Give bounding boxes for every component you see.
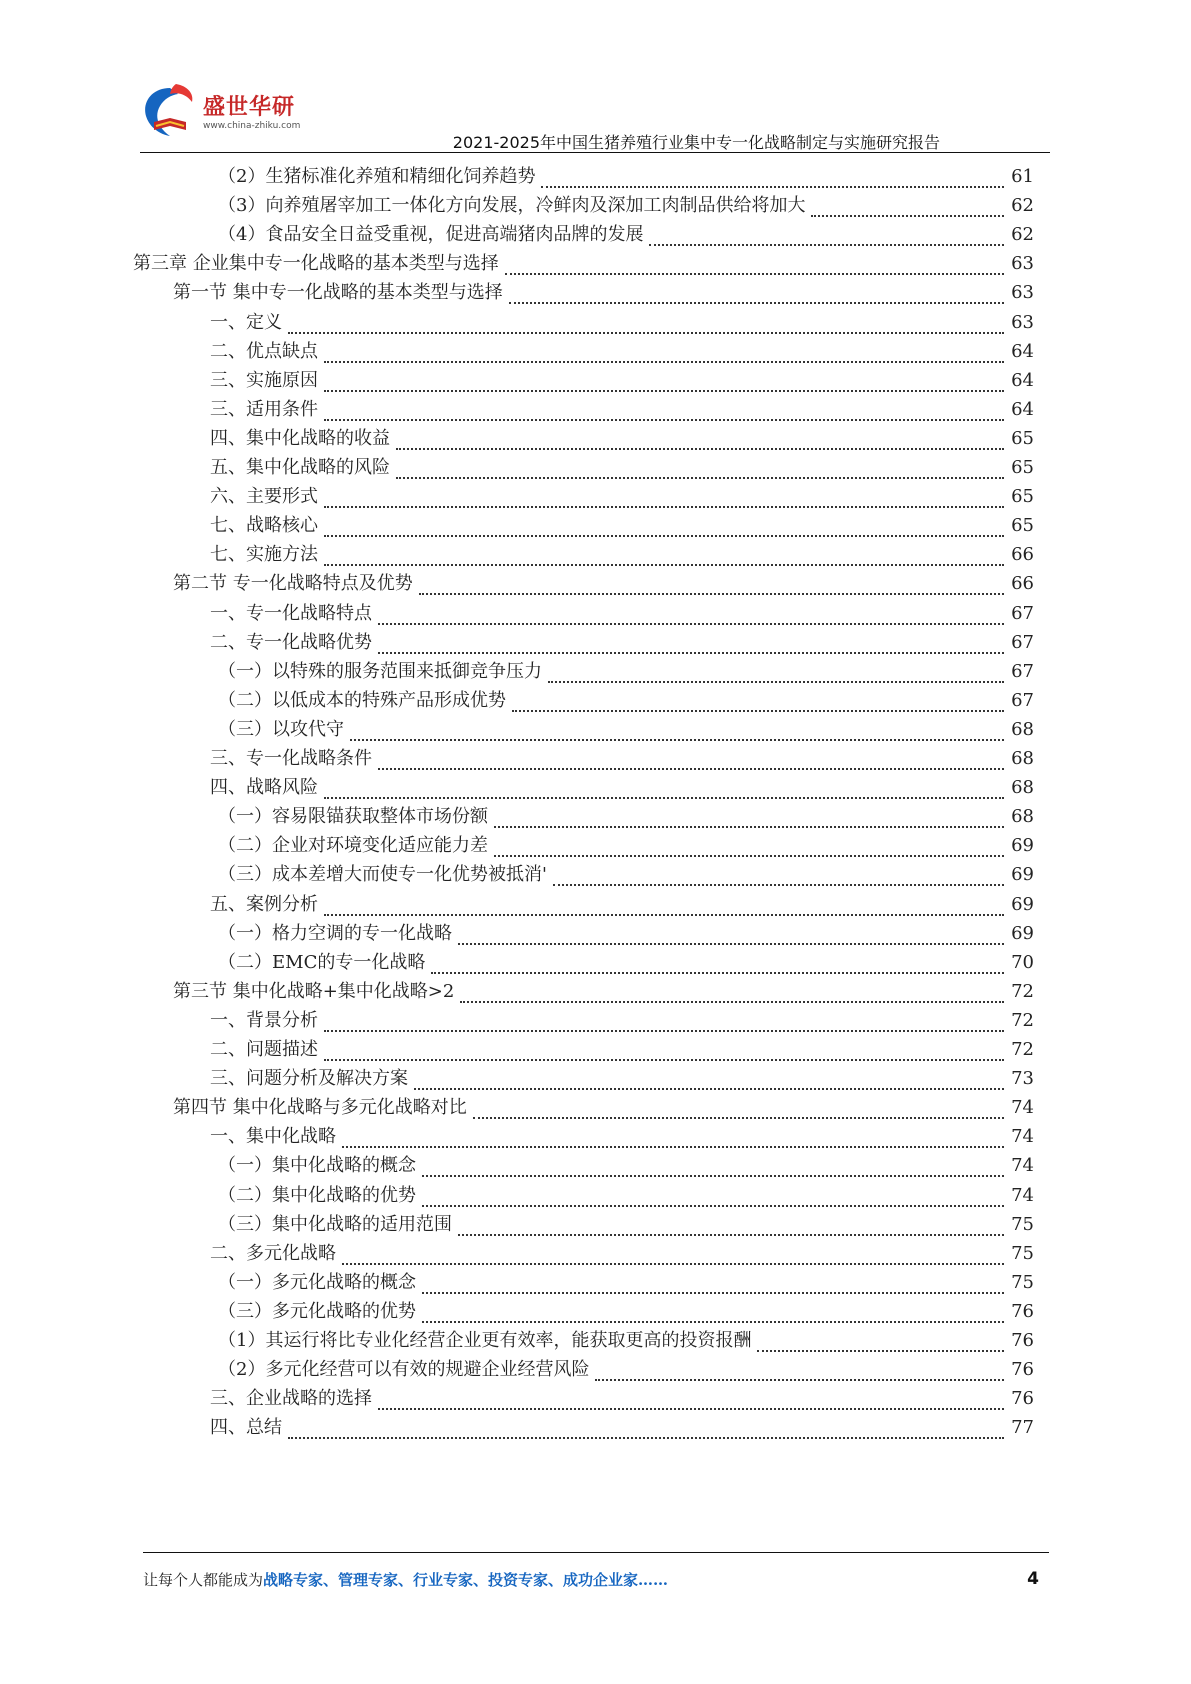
toc-dot-leader	[458, 1212, 1004, 1236]
toc-entry[interactable]	[210, 773, 1034, 803]
toc-entry-title: （一）以特殊的服务范围来抵御竞争压力	[218, 660, 542, 682]
toc-entry-page: 76	[1011, 1300, 1034, 1322]
toc-entry-page: 76	[1011, 1330, 1034, 1351]
toc-entry-page: 62	[1011, 195, 1034, 217]
toc-dot-leader	[396, 426, 1004, 450]
toc-dot-leader	[541, 164, 1004, 188]
toc-dot-leader	[811, 193, 1004, 217]
toc-entry-page: 67	[1011, 689, 1034, 711]
toc-entry-title: 五、集中化战略的风险	[210, 457, 390, 478]
toc-entry-page: 74	[1011, 1155, 1034, 1177]
logo-url: www.china-zhiku.com	[203, 121, 301, 131]
footer-divider	[143, 1552, 1049, 1553]
toc-entry[interactable]	[210, 511, 1034, 541]
toc-entry-page: 75	[1011, 1271, 1034, 1293]
toc-entry-title: （3）向养殖屠宰加工一体化方向发展，冷鲜肉及深加工肉制品供给将加大	[218, 195, 806, 217]
toc-dot-leader	[324, 513, 1004, 537]
toc-entry-title: （一）格力空调的专一化战略	[218, 922, 452, 944]
toc-entry[interactable]	[218, 1268, 1034, 1298]
toc-entry[interactable]	[210, 395, 1034, 425]
toc-entry-title: 五、案例分析	[210, 893, 318, 915]
toc-entry-title: 三、企业战略的选择	[210, 1388, 372, 1410]
toc-entry[interactable]	[218, 1151, 1034, 1181]
toc-dot-leader	[378, 630, 1004, 654]
toc-entry[interactable]	[218, 686, 1034, 716]
toc-entry[interactable]	[210, 366, 1034, 396]
toc-dot-leader	[548, 659, 1004, 683]
toc-dot-leader	[473, 1095, 1004, 1119]
toc-entry-page: 72	[1011, 1009, 1034, 1031]
toc-entry-title: 第四节 集中化战略与多元化战略对比	[173, 1097, 467, 1119]
toc-entry[interactable]	[210, 890, 1034, 920]
toc-entry[interactable]	[218, 919, 1034, 949]
toc-entry-page: 75	[1011, 1242, 1034, 1264]
footer-slogan-roles: 战略专家、管理专家、行业专家、投资专家、成功企业家……	[263, 1571, 669, 1589]
toc-entry-page: 73	[1011, 1068, 1034, 1090]
toc-dot-leader	[431, 950, 1004, 974]
toc-dot-leader	[378, 1386, 1004, 1410]
logo-name: 盛世华研	[203, 95, 296, 120]
toc-entry[interactable]	[173, 1093, 1034, 1123]
toc-dot-leader	[595, 1357, 1004, 1381]
toc-entry-title: 一、定义	[210, 311, 282, 333]
toc-entry-title: （一）多元化战略的概念	[218, 1271, 416, 1293]
toc-dot-leader	[324, 484, 1004, 508]
toc-dot-leader	[414, 1066, 1004, 1090]
toc-dot-leader	[458, 921, 1004, 945]
toc-dot-leader	[553, 862, 1004, 886]
toc-dot-leader	[324, 339, 1004, 363]
toc-entry[interactable]	[210, 599, 1034, 629]
toc-dot-leader	[288, 1415, 1004, 1439]
toc-entry-title: 四、战略风险	[210, 777, 318, 799]
toc-entry-title: 第一节 集中专一化战略的基本类型与选择	[173, 282, 503, 304]
footer-slogan-lead: 让每个人都能成为	[143, 1571, 264, 1589]
toc-entry-title: 三、适用条件	[210, 398, 318, 420]
logo-icon	[140, 82, 200, 140]
toc-entry[interactable]	[210, 1384, 1034, 1414]
toc-entry[interactable]	[210, 1122, 1034, 1152]
page-header	[140, 80, 1050, 150]
toc-dot-leader	[757, 1328, 1004, 1352]
toc-entry-page: 65	[1011, 457, 1034, 478]
toc-entry-page: 69	[1011, 835, 1034, 857]
toc-dot-leader	[342, 1124, 1004, 1148]
toc-entry-page: 69	[1011, 864, 1034, 886]
toc-entry-title: （二）以低成本的特殊产品形成优势	[218, 689, 506, 711]
toc-entry[interactable]	[210, 628, 1034, 658]
page-footer	[143, 1569, 1049, 1599]
toc-entry-page: 61	[1011, 166, 1034, 187]
toc-entry-title: （三）成本差增大而使专一化优势被抵消'	[218, 864, 547, 886]
toc-entry-title: （三）以攻代守	[218, 718, 344, 740]
toc-entry[interactable]	[210, 453, 1034, 483]
toc-entry[interactable]	[210, 1239, 1034, 1269]
toc-entry-title: 三、实施原因	[210, 369, 318, 391]
toc-dot-leader	[422, 1270, 1004, 1294]
toc-entry[interactable]	[173, 977, 1034, 1007]
toc-entry-title: 四、总结	[210, 1417, 282, 1439]
toc-entry[interactable]	[210, 744, 1034, 774]
toc-entry[interactable]	[218, 1326, 1034, 1356]
company-logo	[140, 80, 310, 142]
toc-entry-page: 65	[1011, 515, 1034, 537]
toc-entry-title: 第三节 集中化战略+集中化战略>2	[173, 980, 455, 1002]
toc-entry-page: 68	[1011, 777, 1034, 799]
toc-entry-page: 74	[1011, 1184, 1034, 1206]
toc-entry[interactable]	[218, 715, 1034, 745]
toc-entry-page: 76	[1011, 1359, 1034, 1381]
toc-entry-title: （三）集中化战略的适用范围	[218, 1213, 452, 1235]
toc-dot-leader	[396, 455, 1004, 479]
toc-entry[interactable]	[218, 657, 1034, 687]
toc-entry[interactable]	[218, 802, 1034, 832]
toc-entry-page: 68	[1011, 748, 1034, 769]
toc-dot-leader	[494, 833, 1004, 857]
toc-entry-title: 四、集中化战略的收益	[210, 427, 390, 449]
toc-entry[interactable]	[210, 1035, 1034, 1065]
toc-entry[interactable]	[218, 1297, 1034, 1327]
toc-dot-leader	[505, 251, 1004, 275]
toc-entry-title: 三、专一化战略条件	[210, 748, 372, 769]
toc-dot-leader	[342, 1241, 1004, 1265]
toc-entry[interactable]	[218, 831, 1034, 861]
page-number: 4	[1027, 1569, 1039, 1589]
toc-entry-page: 64	[1011, 369, 1034, 391]
toc-entry-page: 67	[1011, 602, 1034, 624]
toc-entry-page: 75	[1011, 1213, 1034, 1235]
toc-dot-leader	[422, 1153, 1004, 1177]
toc-entry-title: 二、多元化战略	[210, 1242, 336, 1264]
toc-entry-title: （三）多元化战略的优势	[218, 1300, 416, 1322]
toc-entry[interactable]	[210, 482, 1034, 512]
toc-dot-leader	[324, 892, 1004, 916]
toc-entry-title: （二）集中化战略的优势	[218, 1184, 416, 1206]
toc-dot-leader	[649, 222, 1004, 246]
toc-entry-page: 65	[1011, 486, 1034, 508]
toc-entry-page: 68	[1011, 718, 1034, 740]
toc-dot-leader	[494, 804, 1004, 828]
toc-dot-leader	[324, 775, 1004, 799]
toc-dot-leader	[419, 571, 1004, 595]
toc-entry-page: 68	[1011, 806, 1034, 828]
toc-entry-title: 二、问题描述	[210, 1039, 318, 1060]
toc-entry-page: 65	[1011, 427, 1034, 449]
toc-entry-page: 76	[1011, 1388, 1034, 1410]
toc-entry-page: 66	[1011, 573, 1034, 595]
toc-entry-title: 三、问题分析及解决方案	[210, 1068, 408, 1090]
toc-dot-leader	[324, 542, 1004, 566]
toc-entry-title: （4）食品安全日益受重视，促进高端猪肉品牌的发展	[218, 224, 644, 246]
toc-entry-page: 64	[1011, 398, 1034, 420]
toc-entry-page: 66	[1011, 544, 1034, 566]
toc-entry-title: （一）集中化战略的概念	[218, 1155, 416, 1177]
toc-dot-leader	[324, 1008, 1004, 1032]
toc-dot-leader	[509, 280, 1004, 304]
toc-entry-page: 62	[1011, 224, 1034, 246]
toc-dot-leader	[460, 979, 1004, 1003]
toc-entry-page: 63	[1011, 282, 1034, 304]
toc-entry-page: 72	[1011, 980, 1034, 1002]
header-divider	[140, 152, 1050, 153]
toc-entry[interactable]	[218, 860, 1034, 890]
toc-entry[interactable]	[173, 569, 1034, 599]
toc-entry-page: 69	[1011, 893, 1034, 915]
toc-entry-title: 七、实施方法	[210, 544, 318, 566]
toc-entry-title: 二、优点缺点	[210, 340, 318, 362]
toc-entry[interactable]	[210, 1413, 1034, 1443]
toc-entry[interactable]	[218, 1355, 1034, 1385]
toc-entry-title: （2）生猪标准化养殖和精细化饲养趋势	[218, 166, 536, 187]
toc-entry[interactable]	[173, 278, 1034, 308]
toc-dot-leader	[350, 717, 1004, 741]
toc-entry-page: 77	[1011, 1417, 1034, 1439]
toc-entry[interactable]	[218, 1210, 1034, 1240]
toc-dot-leader	[324, 1037, 1004, 1061]
toc-entry-page: 63	[1011, 253, 1034, 275]
toc-entry-title: 六、主要形式	[210, 486, 318, 508]
toc-entry-page: 64	[1011, 340, 1034, 362]
toc-dot-leader	[378, 746, 1004, 770]
toc-entry[interactable]	[218, 948, 1034, 978]
toc-entry[interactable]	[210, 1064, 1034, 1094]
toc-entry-page: 72	[1011, 1039, 1034, 1060]
toc-dot-leader	[512, 688, 1004, 712]
toc-entry-title: （二）企业对环境变化适应能力差	[218, 835, 488, 857]
toc-entry-title: 七、战略核心	[210, 515, 318, 537]
toc-entry[interactable]	[218, 162, 1034, 192]
toc-entry-page: 74	[1011, 1097, 1034, 1119]
toc-entry-title: （二）EMC的专一化战略	[218, 951, 426, 973]
toc-entry-title: 一、背景分析	[210, 1009, 318, 1031]
toc-dot-leader	[288, 310, 1004, 334]
toc-entry[interactable]	[218, 220, 1034, 250]
toc-entry-page: 67	[1011, 660, 1034, 682]
toc-entry-page: 69	[1011, 922, 1034, 944]
toc-dot-leader	[324, 397, 1004, 421]
toc-entry[interactable]	[218, 191, 1034, 221]
toc-entry[interactable]	[210, 337, 1034, 367]
toc-entry-title: 一、集中化战略	[210, 1126, 336, 1148]
toc-entry-page: 74	[1011, 1126, 1034, 1148]
toc-entry-title: （1）其运行将比专业化经营企业更有效率，能获取更高的投资报酬	[218, 1330, 752, 1351]
toc-entry-title: 一、专一化战略特点	[210, 602, 372, 624]
toc-dot-leader	[422, 1299, 1004, 1323]
toc-entry-page: 63	[1011, 311, 1034, 333]
toc-entry[interactable]	[210, 308, 1034, 338]
toc-dot-leader	[324, 368, 1004, 392]
toc-entry-title: 第二节 专一化战略特点及优势	[173, 573, 413, 595]
toc-entry-page: 67	[1011, 631, 1034, 653]
toc-entry[interactable]	[218, 1181, 1034, 1211]
toc-entry[interactable]	[133, 249, 1034, 279]
toc-entry[interactable]	[210, 540, 1034, 570]
toc-entry-title: （一）容易限锚获取整体市场份额	[218, 806, 488, 828]
toc-entry[interactable]	[210, 1006, 1034, 1036]
toc-entry[interactable]	[210, 424, 1034, 454]
toc-dot-leader	[422, 1183, 1004, 1207]
toc-dot-leader	[378, 601, 1004, 625]
report-title: 2021-2025年中国生猪养殖行业集中专一化战略制定与实施研究报告	[452, 133, 940, 152]
toc-entry-title: 二、专一化战略优势	[210, 631, 372, 653]
toc-entry-title: （2）多元化经营可以有效的规避企业经营风险	[218, 1359, 590, 1381]
toc-entry-title: 第三章 企业集中专一化战略的基本类型与选择	[133, 253, 499, 275]
toc-entry-page: 70	[1011, 951, 1034, 973]
